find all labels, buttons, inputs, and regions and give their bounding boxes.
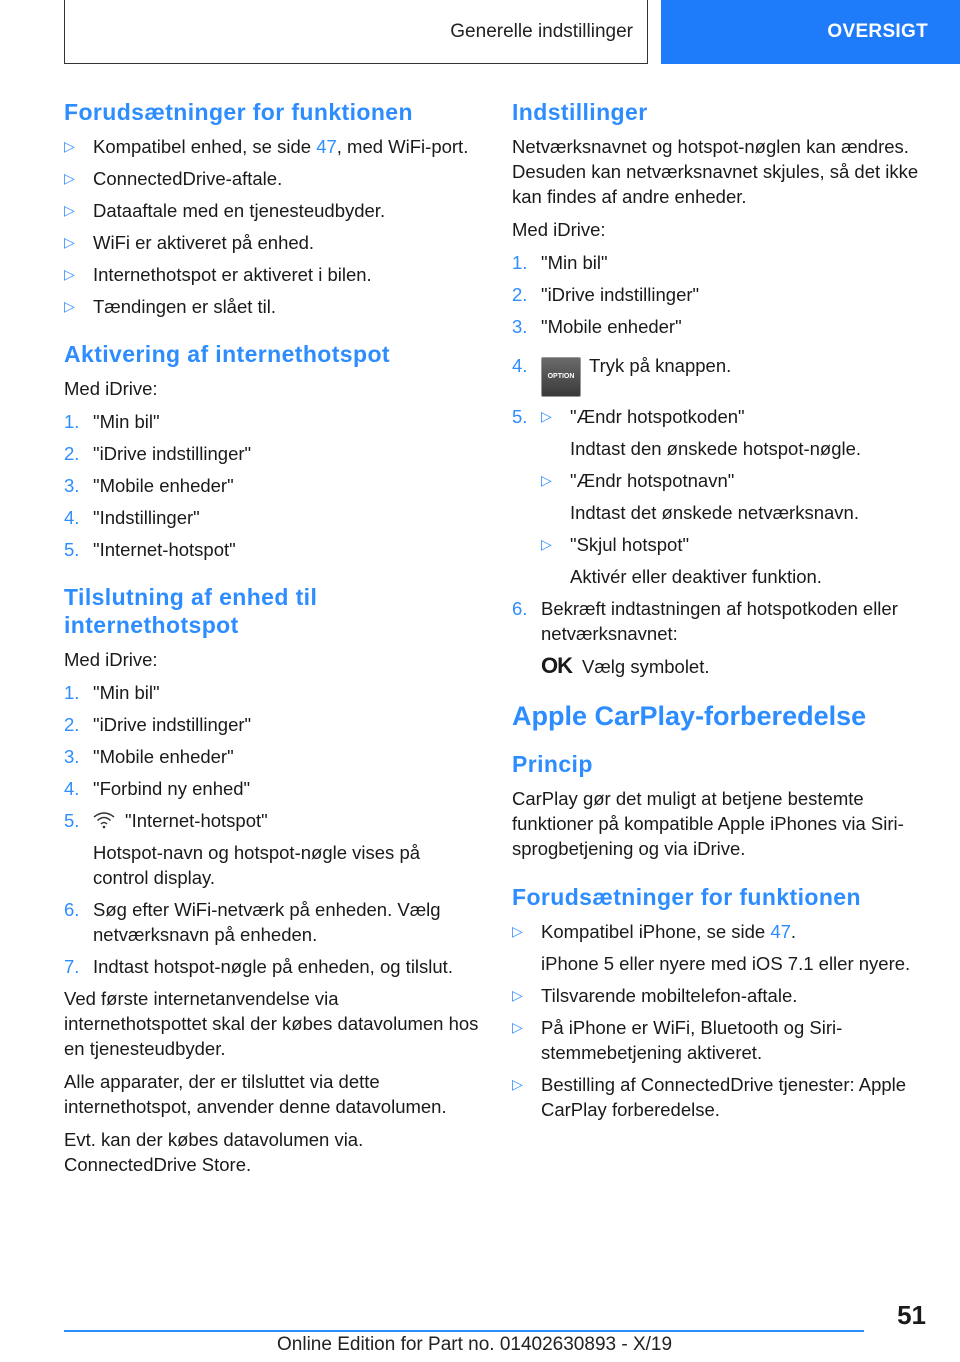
step-text: "Indstillinger"	[93, 507, 200, 528]
heading-settings: Indstillinger	[512, 99, 648, 125]
list-item	[541, 532, 932, 589]
list-item: 1. "Min bil"	[64, 411, 160, 432]
list-item: 1. "Min bil"	[64, 682, 160, 703]
item-text: Tændingen er slået til.	[93, 296, 277, 317]
triangle-bullet-icon: ▷	[512, 1076, 523, 1092]
footer-divider	[64, 1330, 864, 1332]
list-item: 7. Indtast hotspot-nøgle på enheden, og tilslut.	[64, 956, 453, 977]
list-item	[512, 919, 932, 976]
triangle-bullet-icon: ▷	[512, 1019, 523, 1035]
step-text: Tryk på knappen.	[589, 355, 732, 376]
step-text: "Min bil"	[93, 411, 160, 432]
triangle-bullet-icon: ▷	[541, 408, 552, 424]
item-text: På iPhone er WiFi, Bluetooth og Siri-stemmebetjening aktiveret.	[541, 1017, 843, 1063]
item-text-end: .	[790, 921, 797, 942]
header-section	[64, 0, 648, 64]
item-text: Bestilling af ConnectedDrive tjenester: Apple CarPlay forberedelse.	[541, 1074, 907, 1120]
item-note: iPhone 5 eller nyere med iOS 7.1 eller nyere.	[541, 953, 911, 974]
item-text: Tilsvarende mobiltelefon-aftale.	[541, 985, 798, 1006]
step-note: Hotspot-navn og hotspot-nøgle vises på control display.	[93, 842, 421, 888]
step-text: "Internet-hotspot"	[93, 539, 236, 560]
list-item: 2. "iDrive indstillinger"	[512, 284, 700, 305]
settings-desc: Netværksnavnet og hotspot-nøglen kan ændres. Desuden kan netværksnavnet skjules, så det ikke kan findes af andre enheder.	[512, 136, 919, 207]
item-text: Dataaftale med en tjenesteudbyder.	[93, 200, 386, 221]
triangle-bullet-icon: ▷	[64, 298, 75, 314]
option-label: "Ændr hotspotkoden"	[570, 406, 745, 427]
list-item: 3. "Mobile enheder"	[64, 475, 234, 496]
step-text: "Mobile enheder"	[93, 746, 234, 767]
heading-connect: Tilslutning af enhed til internethotspot	[64, 584, 318, 638]
triangle-bullet-icon: ▷	[512, 923, 523, 939]
heading-principle: Princip	[512, 751, 593, 777]
footer-text: Online Edition for Part no. 01402630893 - X/19	[277, 1334, 673, 1355]
tab-oversigt-label: OVERSIGT	[827, 21, 928, 42]
step-text: "Mobile enheder"	[93, 475, 234, 496]
triangle-bullet-icon: ▷	[64, 170, 75, 186]
option-label: "Ændr hotspotnavn"	[570, 470, 735, 491]
option-note: Indtast det ønskede netværksnavn.	[570, 502, 859, 523]
right-column	[512, 98, 932, 1129]
list-item: 4. "Forbind ny enhed"	[64, 778, 251, 799]
step-text: "iDrive indstillinger"	[541, 284, 700, 305]
wifi-icon	[93, 811, 115, 829]
list-item	[64, 134, 480, 159]
triangle-bullet-icon: ▷	[64, 138, 75, 154]
connect-steps	[64, 680, 480, 979]
step-text: "Mobile enheder"	[541, 316, 682, 337]
heading-carplay-requirements: Forudsætninger for funktionen	[512, 884, 861, 910]
connect-para-1: Ved første internetanvendelse via internethotspottet skal der købes datavolumen hos en tjenesteudbyder.	[64, 988, 479, 1059]
step5-options	[541, 404, 932, 589]
requirements-list	[64, 134, 480, 319]
activation-steps	[64, 409, 480, 562]
connect-para-3: Evt. kan der købes datavolumen via. ConnectedDrive Store.	[64, 1129, 364, 1175]
principle-text: CarPlay gør det muligt at betjene bestemte funktioner på kompatible Apple iPhones via Siri-sprogbetjening og via iDrive.	[512, 788, 904, 859]
list-item	[64, 262, 480, 287]
left-column	[64, 98, 480, 1185]
item-text-end: , med WiFi-port.	[336, 136, 469, 157]
item-text: Internethotspot er aktiveret i bilen.	[93, 264, 372, 285]
settings-intro: Med iDrive:	[512, 219, 606, 240]
step-text: Bekræft indtastningen af hotspotkoden eller netværksnavnet:	[541, 598, 898, 644]
step-note: Vælg symbolet.	[582, 656, 710, 677]
list-item: 4. "Indstillinger"	[64, 507, 200, 528]
page-number: 51	[897, 1300, 926, 1330]
page-link[interactable]: 47	[316, 136, 337, 157]
list-item	[512, 1072, 932, 1122]
step-text: "iDrive indstillinger"	[93, 443, 252, 464]
settings-steps	[512, 250, 932, 679]
list-item: 2. "iDrive indstillinger"	[64, 443, 252, 464]
step-text: Søg efter WiFi-netværk på enheden. Vælg netværksnavn på enheden.	[93, 899, 441, 945]
page-link[interactable]: 47	[770, 921, 791, 942]
triangle-bullet-icon: ▷	[64, 234, 75, 250]
list-item: 5. ▷ "Ændr hotspotkoden" Indtast den ønskede hotspot-nøgle. ▷ "Ændr hotspotnavn" Indtast det ønskede netværksnavn. ▷ "Skjul hotspot" Aktivér eller deaktiver funktion.	[512, 404, 932, 589]
step-text: "iDrive indstillinger"	[93, 714, 252, 735]
list-item	[64, 294, 480, 319]
list-item	[64, 166, 480, 191]
list-item	[541, 468, 932, 525]
list-item: 2. "iDrive indstillinger"	[64, 714, 252, 735]
list-item: 3. "Mobile enheder"	[512, 316, 682, 337]
list-item	[512, 983, 932, 1008]
ok-icon: OK	[541, 653, 572, 678]
item-text: Kompatibel iPhone, se side	[541, 921, 766, 942]
step-text: "Forbind ny enhed"	[93, 778, 251, 799]
item-text: ConnectedDrive-aftale.	[93, 168, 283, 189]
step-text: "Min bil"	[93, 682, 160, 703]
triangle-bullet-icon: ▷	[541, 472, 552, 488]
heading-requirements: Forudsætninger for funktionen	[64, 99, 413, 125]
step-text: "Min bil"	[541, 252, 608, 273]
option-button-icon: OPTION	[541, 357, 581, 397]
option-label: "Skjul hotspot"	[570, 534, 690, 555]
triangle-bullet-icon: ▷	[541, 536, 552, 552]
list-item	[64, 230, 480, 255]
carplay-requirements-list	[512, 919, 932, 1122]
step-text: "Internet-hotspot"	[125, 810, 268, 831]
connect-intro: Med iDrive:	[64, 649, 158, 670]
heading-activation: Aktivering af internethotspot	[64, 341, 390, 367]
tab-oversigt[interactable]	[661, 0, 960, 64]
list-item: 3. "Mobile enheder"	[64, 746, 234, 767]
triangle-bullet-icon: ▷	[64, 266, 75, 282]
list-item	[541, 404, 932, 461]
activation-intro: Med iDrive:	[64, 378, 158, 399]
list-item: 4. OPTIONTryk på knappen.	[512, 353, 932, 397]
item-text: WiFi er aktiveret på enhed.	[93, 232, 315, 253]
item-text: Kompatibel enhed, se side	[93, 136, 312, 157]
option-note: Indtast den ønskede hotspot-nøgle.	[570, 438, 862, 459]
list-item	[64, 198, 480, 223]
list-item: 5. "Internet-hotspot"	[64, 539, 236, 560]
triangle-bullet-icon: ▷	[64, 202, 75, 218]
list-item: 6. Søg efter WiFi-netværk på enheden. Vælg netværksnavn på enheden.	[64, 899, 441, 945]
heading-carplay: Apple CarPlay-forberedelse	[512, 701, 867, 731]
step-text: Indtast hotspot-nøgle på enheden, og tilslut.	[93, 956, 453, 977]
option-note: Aktivér eller deaktiver funktion.	[570, 566, 822, 587]
list-item: 1. "Min bil"	[512, 252, 608, 273]
connect-para-2: Alle apparater, der er tilsluttet via dette internethotspot, anvender denne datavolumen.	[64, 1071, 447, 1117]
list-item: 6. Bekræft indtastningen af hotspotkoden eller netværksnavnet: OK Vælg symbolet.	[512, 598, 898, 678]
list-item	[512, 1015, 932, 1065]
header-section-title: Generelle indstillinger	[450, 20, 633, 42]
triangle-bullet-icon: ▷	[512, 987, 523, 1003]
list-item: 5. "Internet-hotspot" Hotspot-navn og hotspot-nøgle vises på control display.	[64, 808, 480, 890]
